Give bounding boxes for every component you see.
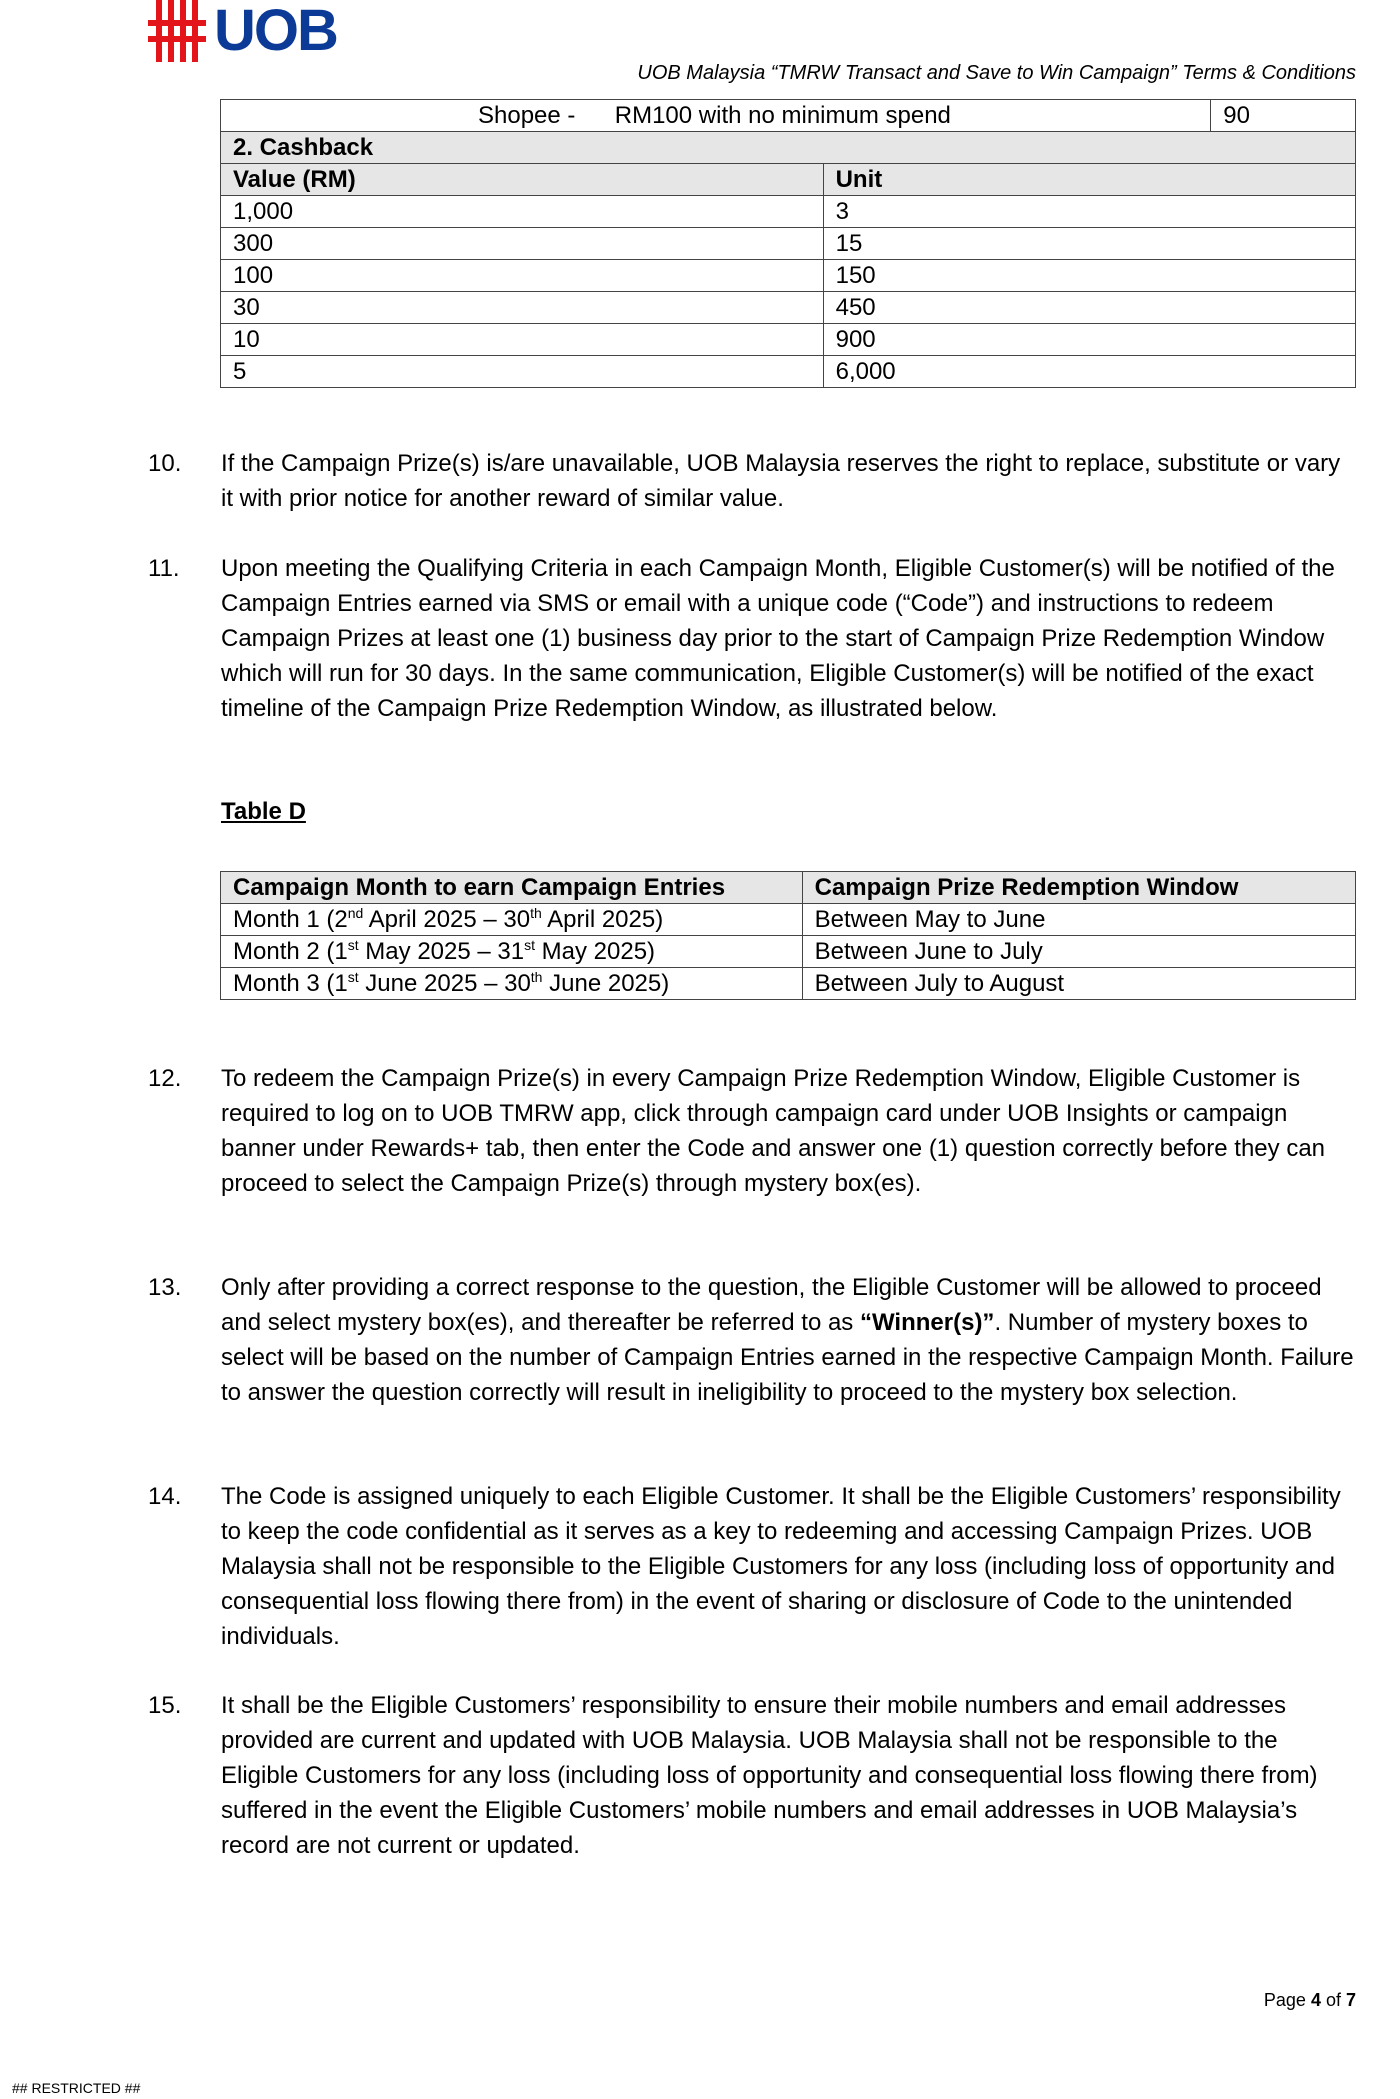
redemption-window-cell: Between May to June: [802, 904, 1355, 936]
uob-logo: [148, 0, 337, 62]
shopee-description: RM100 with no minimum spend: [614, 101, 951, 129]
table-row: [221, 196, 1356, 228]
cashback-unit: 450: [823, 292, 1355, 324]
clause-number: 10.: [148, 450, 182, 477]
clause-number: 11.: [148, 555, 180, 582]
cashback-heading: 2. Cashback: [221, 132, 1356, 164]
clause-15: [148, 1688, 1358, 1863]
uob-logo-text: UOB: [214, 0, 337, 63]
clause-text: Only after providing a correct response to the question, the Eligible Customer will be allowed to proceed and select mystery box(es), and thereafter be referred to as “Winner(s)”. Number of mystery boxes to select will be based on the number of Campaign Entries earned in the respective Campaign Month. Failure to answer the question correctly will result in ineligibility to proceed to the mystery box selection.: [221, 1274, 1354, 1406]
shopee-row: [221, 100, 1356, 132]
clause-14: [148, 1479, 1358, 1654]
table-row: [221, 292, 1356, 324]
cashback-unit: 6,000: [823, 356, 1355, 388]
cashback-value: 100: [221, 260, 824, 292]
cashback-value: 30: [221, 292, 824, 324]
clause-13: [148, 1270, 1358, 1410]
table-row: [221, 324, 1356, 356]
cashback-unit: 15: [823, 228, 1355, 260]
table-row: [221, 968, 1356, 1000]
cashback-unit: 900: [823, 324, 1355, 356]
classification-label: ## RESTRICTED ##: [12, 2080, 141, 2096]
clause-text: To redeem the Campaign Prize(s) in every Campaign Prize Redemption Window, Eligible Customer is required to log on to UOB TMRW app, click through campaign card under UOB Insights or campaign banner under Rewards+ tab, then enter the Code and answer one (1) question correctly before they can proceed to select the Campaign Prize(s) through mystery box(es).: [221, 1065, 1326, 1197]
column-header-campaign-month: Campaign Month to earn Campaign Entries: [221, 872, 803, 904]
cashback-value: 5: [221, 356, 824, 388]
campaign-month-cell: Month 2 (1st May 2025 – 31st May 2025): [221, 936, 803, 968]
cashback-heading-row: [221, 132, 1356, 164]
clause-11: [148, 551, 1358, 726]
table-d-header-row: [221, 872, 1356, 904]
document-header-title: UOB Malaysia “TMRW Transact and Save to Win Campaign” Terms & Conditions: [637, 62, 1356, 84]
campaign-month-cell: Month 3 (1st June 2025 – 30th June 2025): [221, 968, 803, 1000]
campaign-month-cell: Month 1 (2nd April 2025 – 30th April 2025): [221, 904, 803, 936]
clause-10: [148, 446, 1358, 516]
page-number: Page 4 of 7: [1263, 1990, 1356, 2010]
clause-number: 12.: [148, 1065, 182, 1092]
table-d-caption: Table D: [221, 798, 306, 825]
cashback-unit: 150: [823, 260, 1355, 292]
table-row: [221, 936, 1356, 968]
clause-12: [148, 1061, 1358, 1201]
shopee-label: Shopee -: [478, 101, 576, 129]
cashback-value: 300: [221, 228, 824, 260]
column-header-redemption-window: Campaign Prize Redemption Window: [802, 872, 1355, 904]
clause-number: 15.: [148, 1692, 182, 1719]
cashback-value: 10: [221, 324, 824, 356]
shopee-unit: 90: [1211, 100, 1356, 132]
winner-term: “Winner(s)”: [859, 1309, 995, 1336]
clause-text: Upon meeting the Qualifying Criteria in each Campaign Month, Eligible Customer(s) will be notified of the Campaign Entries earned via SMS or email with a unique code (“Code”) and instructions to redeem Campaign Prizes at least one (1) business day prior to the start of Campaign Prize Redemption Window which will run for 30 days. In the same communication, Eligible Customer(s) will be notified of the exact timeline of the Campaign Prize Redemption Window, as illustrated below.: [221, 555, 1335, 722]
cashback-value: 1,000: [221, 196, 824, 228]
column-header-value: Value (RM): [221, 164, 824, 196]
cashback-unit: 3: [823, 196, 1355, 228]
table-row: [221, 228, 1356, 260]
uob-logo-mark-icon: [148, 0, 206, 62]
prize-table: [220, 99, 1356, 388]
clause-number: 14.: [148, 1483, 182, 1510]
clause-text: The Code is assigned uniquely to each Eligible Customer. It shall be the Eligible Customers’ responsibility to keep the code confidential as it serves as a key to redeeming and accessing Campaign Prizes. UOB Malaysia shall not be responsible to the Eligible Customers for any loss (including loss of opportunity and consequential loss flowing there from) in the event of sharing or disclosure of Code to the unintended individuals.: [221, 1483, 1341, 1650]
table-d: [220, 871, 1356, 1000]
cashback-column-header-row: [221, 164, 1356, 196]
table-row: [221, 904, 1356, 936]
redemption-window-cell: Between June to July: [802, 936, 1355, 968]
redemption-window-cell: Between July to August: [802, 968, 1355, 1000]
clause-text: It shall be the Eligible Customers’ responsibility to ensure their mobile numbers and email addresses provided are current and updated with UOB Malaysia. UOB Malaysia shall not be responsible to the Eligible Customers for any loss (including loss of opportunity and consequential loss flowing there from) suffered in the event the Eligible Customers’ mobile numbers and email addresses in UOB Malaysia’s record are not current or updated.: [221, 1692, 1318, 1859]
column-header-unit: Unit: [823, 164, 1355, 196]
clause-number: 13.: [148, 1274, 182, 1301]
table-row: [221, 260, 1356, 292]
table-row: [221, 356, 1356, 388]
clause-text: If the Campaign Prize(s) is/are unavailable, UOB Malaysia reserves the right to replace, substitute or vary it with prior notice for another reward of similar value.: [221, 450, 1341, 512]
